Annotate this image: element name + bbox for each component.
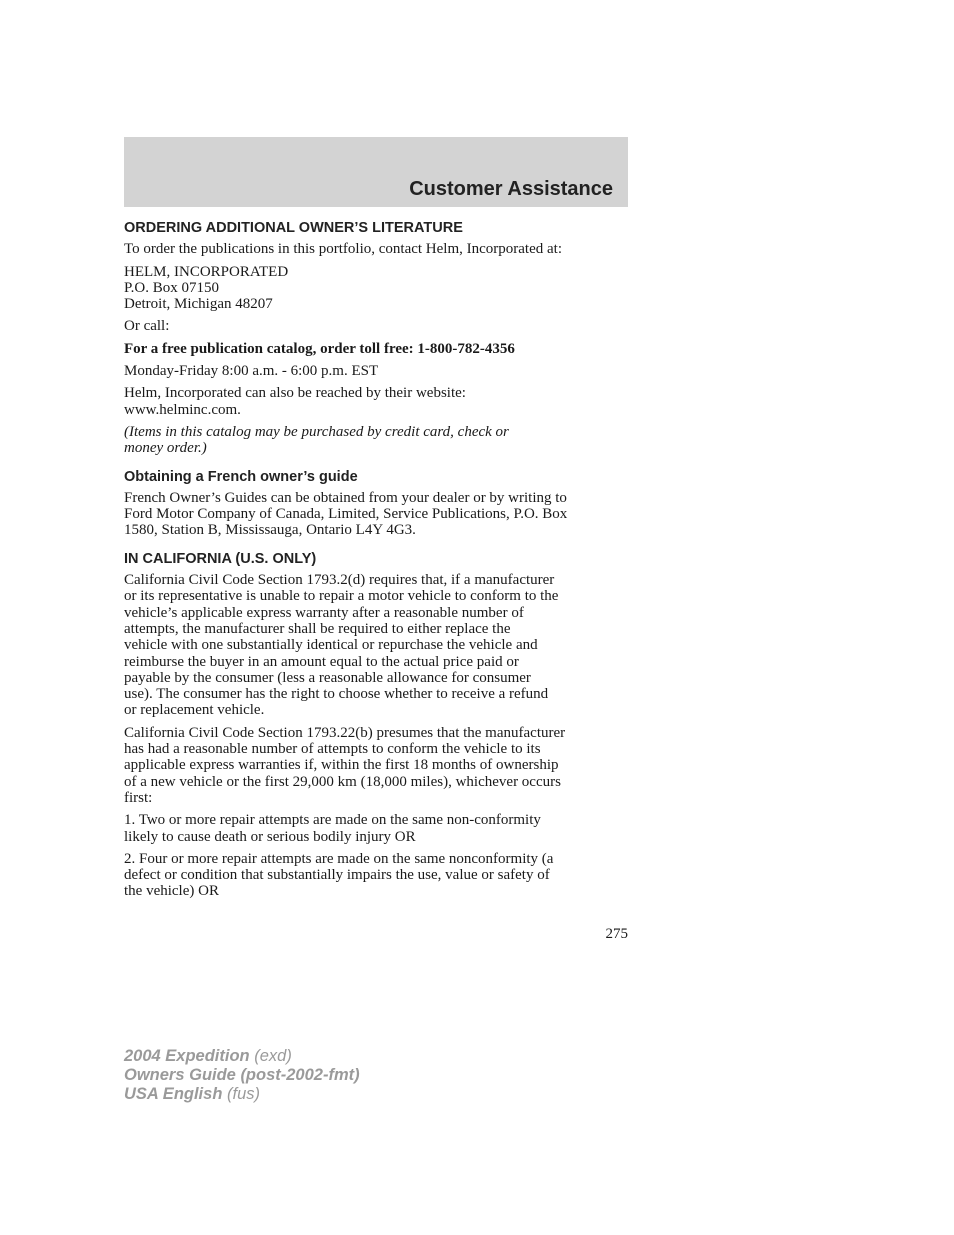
address-line: HELM, INCORPORATED bbox=[124, 263, 289, 280]
french-guide-heading: Obtaining a French owner’s guide bbox=[124, 468, 358, 485]
footer-line-3: USA English (fus) bbox=[124, 1085, 260, 1103]
page-number: 275 bbox=[605, 926, 628, 942]
california-item-2: 2. Four or more repair attempts are made on the same nonconformity (a defect or condition that substantially impairs the use, value or safety of the vehicle) OR bbox=[124, 850, 554, 900]
section-header-band bbox=[124, 137, 628, 207]
catalog-phone-line: For a free publication catalog, order toll free: 1-800-782-4356 bbox=[124, 340, 515, 357]
footer-line-1: 2004 Expedition (exd) bbox=[124, 1047, 292, 1065]
website-url: www.helminc.com. bbox=[124, 401, 241, 418]
page-content bbox=[124, 220, 630, 906]
california-heading: IN CALIFORNIA (U.S. ONLY) bbox=[124, 550, 317, 567]
footer-line-2: Owners Guide (post-2002-fmt) bbox=[124, 1066, 360, 1084]
document-footer bbox=[124, 1047, 360, 1104]
website-info: Helm, Incorporated can also be reached by their website: www.helminc.com. bbox=[124, 385, 466, 418]
section-title: Customer Assistance bbox=[409, 178, 613, 200]
address-line: Detroit, Michigan 48207 bbox=[124, 296, 273, 313]
helm-address bbox=[124, 264, 630, 313]
ordering-heading: ORDERING ADDITIONAL OWNER’S LITERATURE bbox=[124, 220, 463, 236]
french-guide-text: French Owner’s Guides can be obtained from your dealer or by writing to Ford Motor Company of Canada, Limited, Service Publications, P.O. Box 1580, Station B, Mississauga, Ontario L4Y 4G3. bbox=[124, 489, 568, 539]
california-para-2: California Civil Code Section 1793.22(b) presumes that the manufacturer has had a reasonable number of attempts to conform the vehicle to its applicable express warranties if, within the first 18 months of ownership of a new vehicle or the first 29,000 km (18,000 miles), whichever occurs first: bbox=[124, 724, 566, 806]
ordering-intro: To order the publications in this portfolio, contact Helm, Incorporated at: bbox=[124, 241, 562, 258]
payment-note: (Items in this catalog may be purchased by credit card, check or money order.) bbox=[124, 423, 509, 457]
address-line: P.O. Box 07150 bbox=[124, 279, 220, 296]
california-item-1: 1. Two or more repair attempts are made on the same non-conformity likely to cause death or serious bodily injury OR bbox=[124, 812, 541, 845]
business-hours: Monday-Friday 8:00 a.m. - 6:00 p.m. EST bbox=[124, 363, 379, 380]
california-para-1: California Civil Code Section 1793.2(d) requires that, if a manufacturer or its representative is unable to repair a motor vehicle to conform to the vehicle’s applicable express warranty after a reasonable number of attempts, the manufacturer shall be required to either replace the vehicle with one substantially identical or repurchase the vehicle and reimburse the buyer in an amount equal to the actual price paid or payable by the consumer (less a reasonable allowance for consumer use). The consumer has the right to choose whether to receive a refund or replacement vehicle. bbox=[124, 572, 559, 719]
or-call: Or call: bbox=[124, 318, 170, 335]
